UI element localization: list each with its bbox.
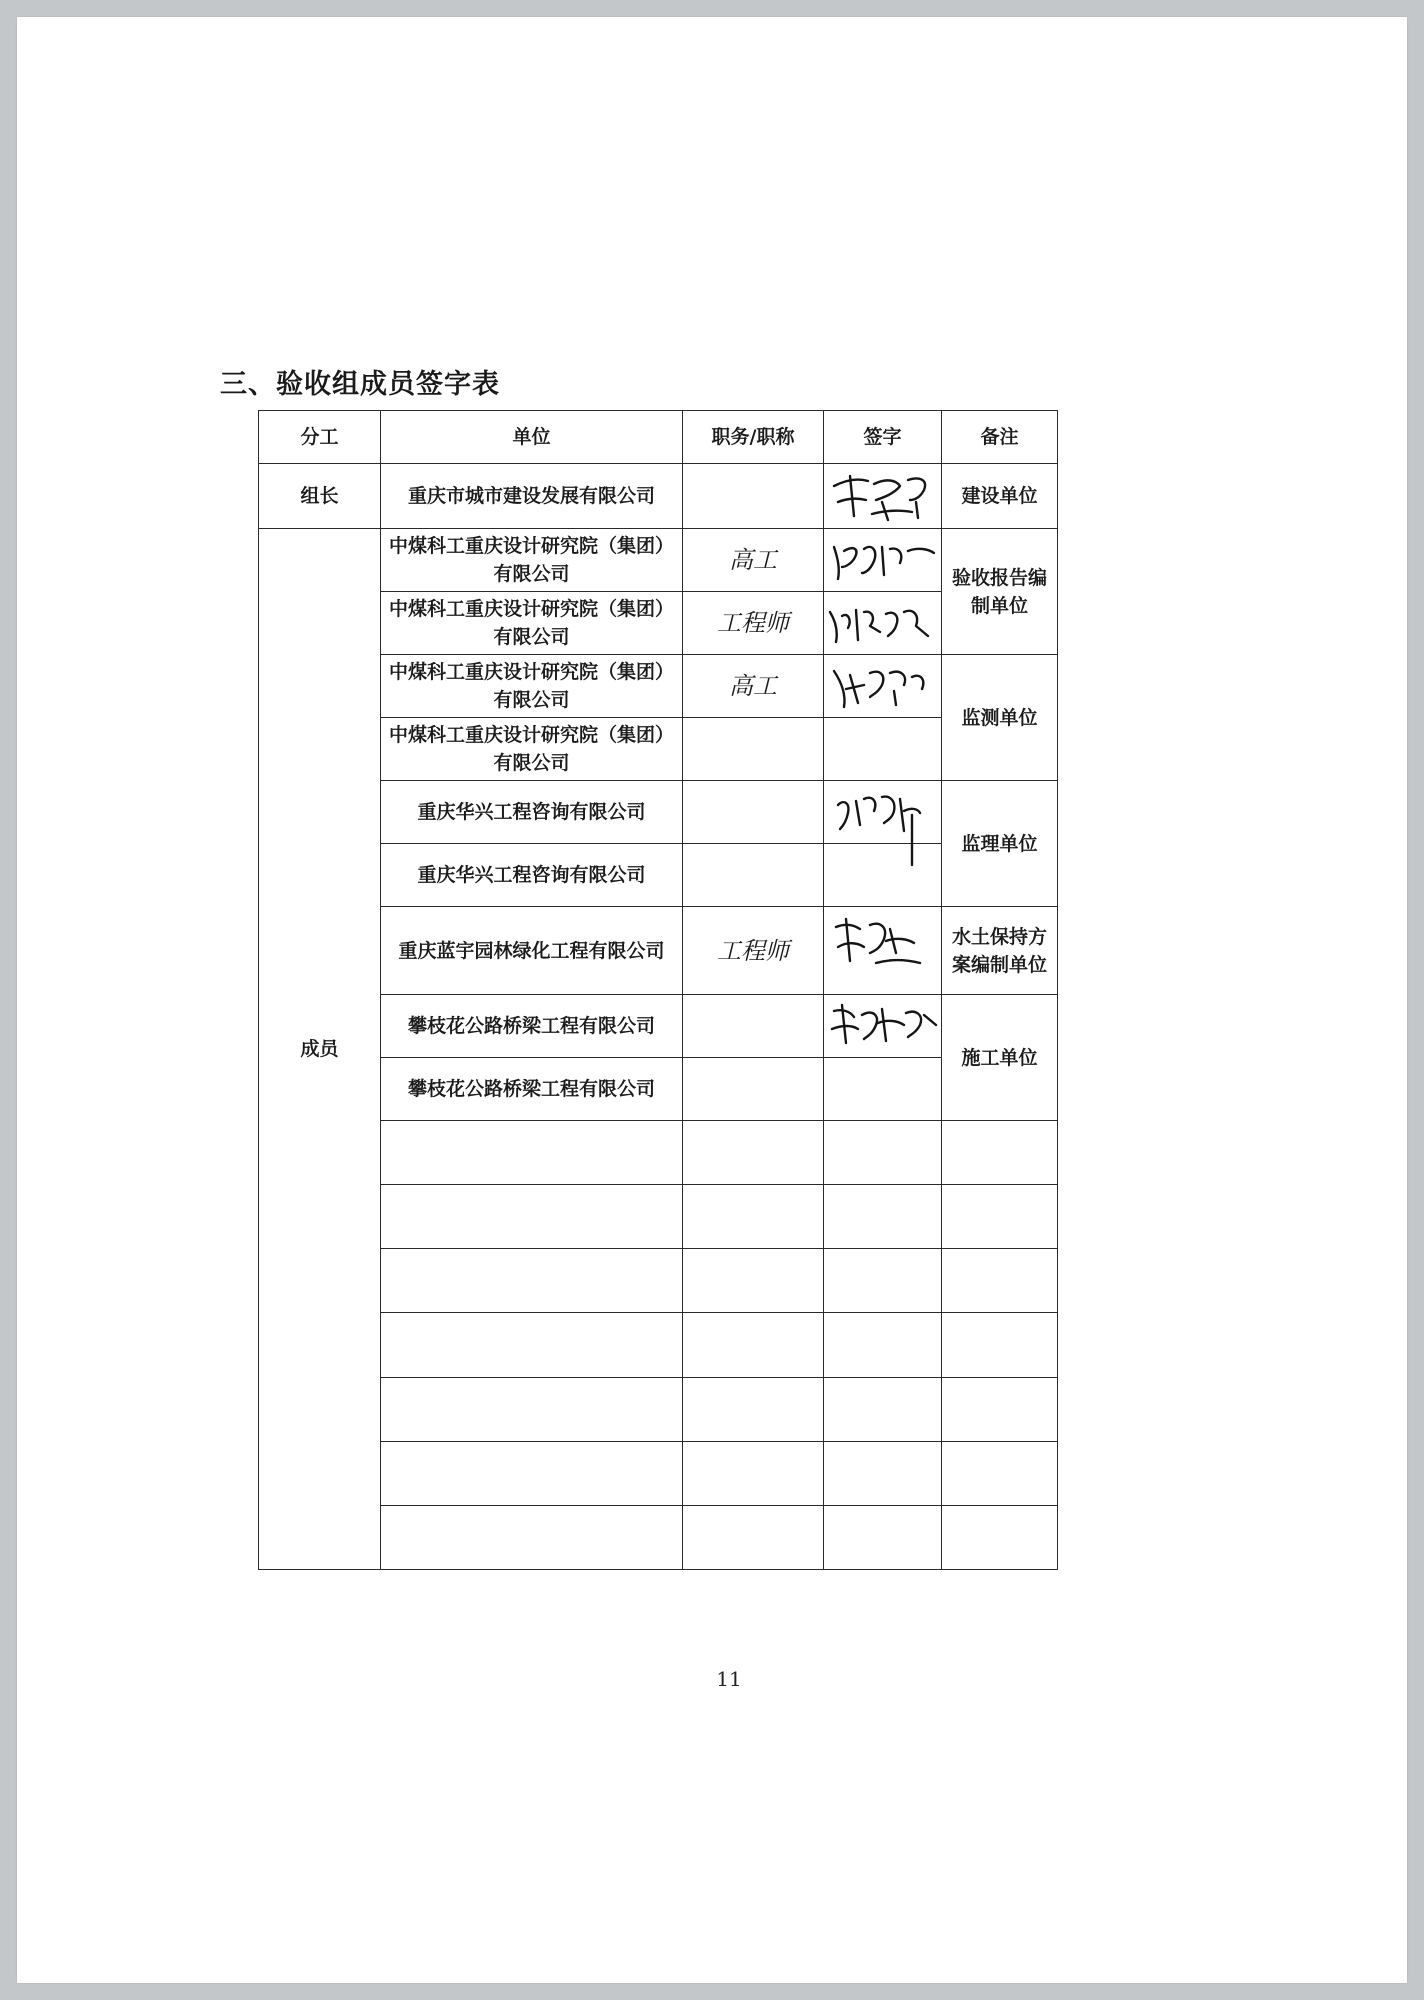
header-title: 职务/职称 (683, 411, 824, 464)
handwritten-signature (824, 655, 942, 717)
empty-signature (824, 1121, 942, 1185)
member-remark: 验收报告编制单位 (942, 529, 1058, 655)
member-unit: 攀枝花公路桥梁工程有限公司 (381, 994, 683, 1057)
leader-division: 组长 (259, 463, 381, 528)
member-title: 高工 (683, 529, 824, 592)
header-signature: 签字 (824, 411, 942, 464)
empty-unit (381, 1249, 683, 1313)
empty-unit (381, 1313, 683, 1377)
empty-unit (381, 1377, 683, 1441)
member-title (683, 994, 824, 1057)
member-signature (824, 1058, 942, 1121)
empty-title (683, 1185, 824, 1249)
signature-table (258, 410, 1058, 1570)
member-title: 工程师 (683, 592, 824, 655)
empty-signature (824, 1185, 942, 1249)
empty-remark (942, 1441, 1058, 1505)
empty-remark (942, 1249, 1058, 1313)
leader-row (259, 463, 1058, 528)
member-remark: 水土保持方案编制单位 (942, 907, 1058, 995)
empty-unit (381, 1441, 683, 1505)
member-unit: 攀枝花公路桥梁工程有限公司 (381, 1058, 683, 1121)
empty-signature (824, 1505, 942, 1569)
member-signature (824, 781, 942, 844)
member-remark: 监测单位 (942, 655, 1058, 781)
empty-title (683, 1441, 824, 1505)
handwritten-signature (824, 529, 942, 591)
empty-signature (824, 1377, 942, 1441)
empty-title (683, 1249, 824, 1313)
member-unit: 中煤科工重庆设计研究院（集团）有限公司 (381, 718, 683, 781)
leader-signature (824, 463, 942, 528)
empty-signature (824, 1313, 942, 1377)
member-remark: 监理单位 (942, 781, 1058, 907)
member-title (683, 844, 824, 907)
leader-title (683, 463, 824, 528)
member-unit: 中煤科工重庆设计研究院（集团）有限公司 (381, 592, 683, 655)
empty-remark (942, 1313, 1058, 1377)
empty-unit (381, 1185, 683, 1249)
handwritten-signature (824, 592, 942, 654)
member-title (683, 1058, 824, 1121)
header-remark: 备注 (942, 411, 1058, 464)
empty-unit (381, 1505, 683, 1569)
handwritten-signature (824, 464, 942, 528)
page-number: 11 (716, 1667, 742, 1691)
empty-title (683, 1505, 824, 1569)
member-signature (824, 592, 942, 655)
member-signature (824, 718, 942, 781)
empty-remark (942, 1377, 1058, 1441)
member-unit: 重庆华兴工程咨询有限公司 (381, 844, 683, 907)
member-title: 高工 (683, 655, 824, 718)
header-unit: 单位 (381, 411, 683, 464)
member-title: 工程师 (683, 907, 824, 995)
empty-remark (942, 1185, 1058, 1249)
member-signature (824, 907, 942, 995)
member-row (259, 529, 1058, 592)
header-row (259, 411, 1058, 464)
members-label: 成员 (259, 529, 381, 1570)
empty-remark (942, 1121, 1058, 1185)
empty-title (683, 1121, 824, 1185)
empty-remark (942, 1505, 1058, 1569)
member-title (683, 718, 824, 781)
member-unit: 中煤科工重庆设计研究院（集团）有限公司 (381, 655, 683, 718)
leader-remark: 建设单位 (942, 463, 1058, 528)
leader-unit: 重庆市城市建设发展有限公司 (381, 463, 683, 528)
empty-title (683, 1313, 824, 1377)
handwritten-signature (824, 995, 942, 1057)
section-title: 三、验收组成员签字表 (220, 369, 500, 400)
member-signature (824, 844, 942, 907)
empty-unit (381, 1121, 683, 1185)
member-title (683, 781, 824, 844)
member-unit: 中煤科工重庆设计研究院（集团）有限公司 (381, 529, 683, 592)
member-signature (824, 994, 942, 1057)
empty-signature (824, 1249, 942, 1313)
header-division: 分工 (259, 411, 381, 464)
member-remark: 施工单位 (942, 994, 1058, 1120)
member-signature (824, 529, 942, 592)
document-page (17, 17, 1407, 1983)
empty-title (683, 1377, 824, 1441)
empty-signature (824, 1441, 942, 1505)
member-signature (824, 655, 942, 718)
handwritten-signature (824, 781, 942, 843)
member-unit: 重庆华兴工程咨询有限公司 (381, 781, 683, 844)
handwritten-signature (824, 907, 942, 969)
member-unit: 重庆蓝宇园林绿化工程有限公司 (381, 907, 683, 995)
